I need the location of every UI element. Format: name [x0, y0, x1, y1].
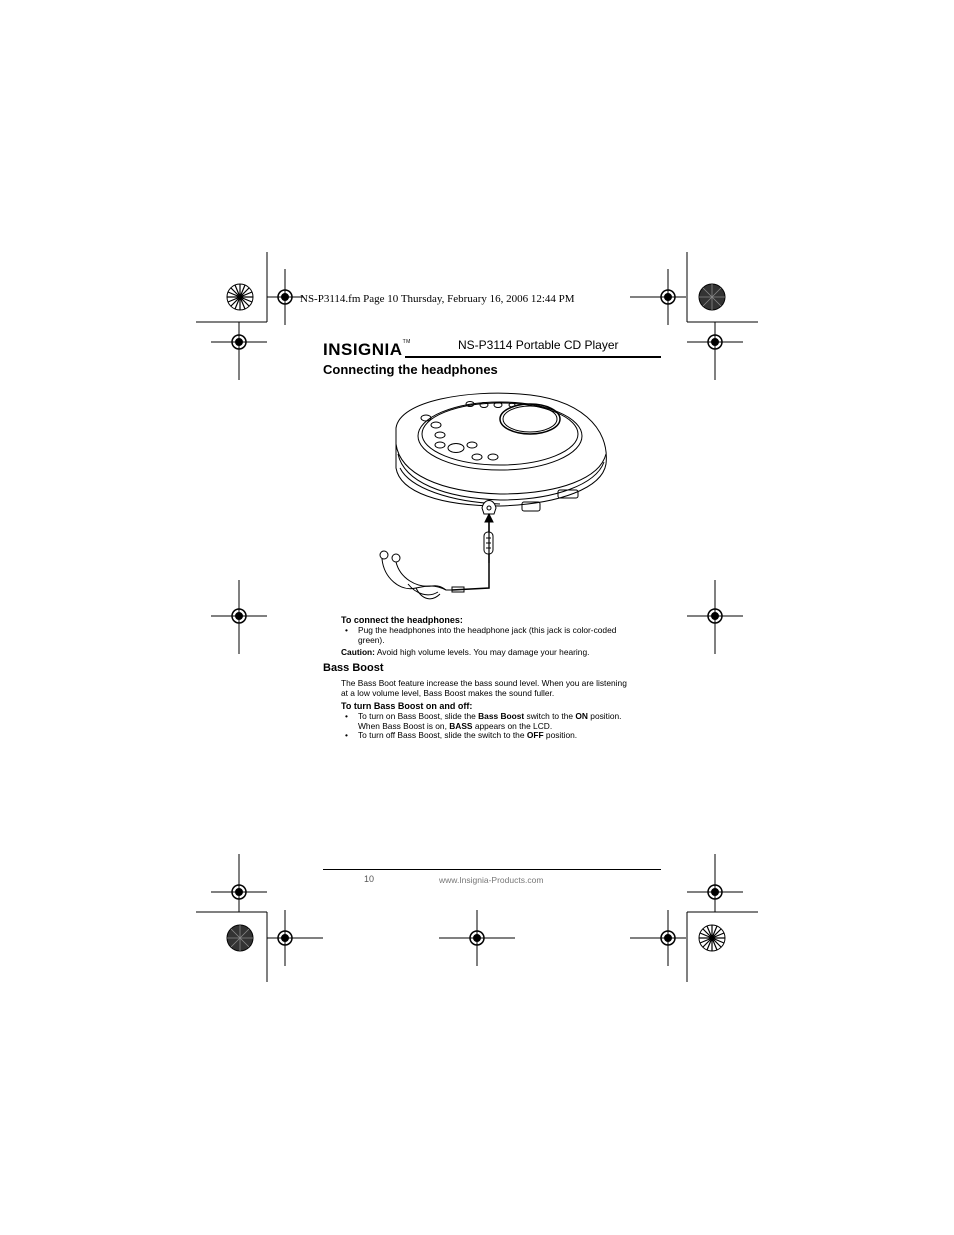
list-item: • To turn on Bass Boost, slide the Bass Boost switch to the ON position. When Bass Boost is on, BASS appears on the LCD.	[341, 712, 671, 731]
document-title: NS-P3114 Portable CD Player	[458, 338, 619, 352]
bass-boost-steps-list	[341, 712, 671, 741]
footer-rule	[323, 869, 661, 870]
bass-boost-paragraph: The Bass Boot feature increase the bass sound level. When you are listening at a low volume level, Bass Boost makes the sound fuller.	[341, 678, 627, 698]
subheading-to-connect-headphones: To connect the headphones:	[341, 615, 463, 625]
file-slug: NS-P3114.fm Page 10 Thursday, February 16, 2006 12:44 PM	[300, 293, 575, 305]
caution-note: Caution: Avoid high volume levels. You may damage your hearing.	[341, 647, 590, 657]
insignia-logo: INSIGNIA™	[323, 339, 411, 359]
connect-steps-list	[341, 626, 661, 645]
section-heading-bass-boost: Bass Boost	[323, 662, 384, 674]
page-number: 10	[364, 874, 375, 884]
subheading-bass-boost-on-off: To turn Bass Boost on and off:	[341, 701, 473, 711]
starburst-target-icon	[227, 284, 725, 951]
section-heading-connecting-headphones: Connecting the headphones	[323, 362, 498, 377]
list-item: • To turn off Bass Boost, slide the switch to the OFF position.	[341, 731, 671, 741]
cd-player-headphones-illustration	[360, 388, 620, 616]
footer-url: www.Insignia-Products.com	[439, 875, 544, 885]
header-rule	[405, 356, 661, 358]
list-item: • Pug the headphones into the headphone jack (this jack is color-coded green).	[341, 626, 661, 645]
